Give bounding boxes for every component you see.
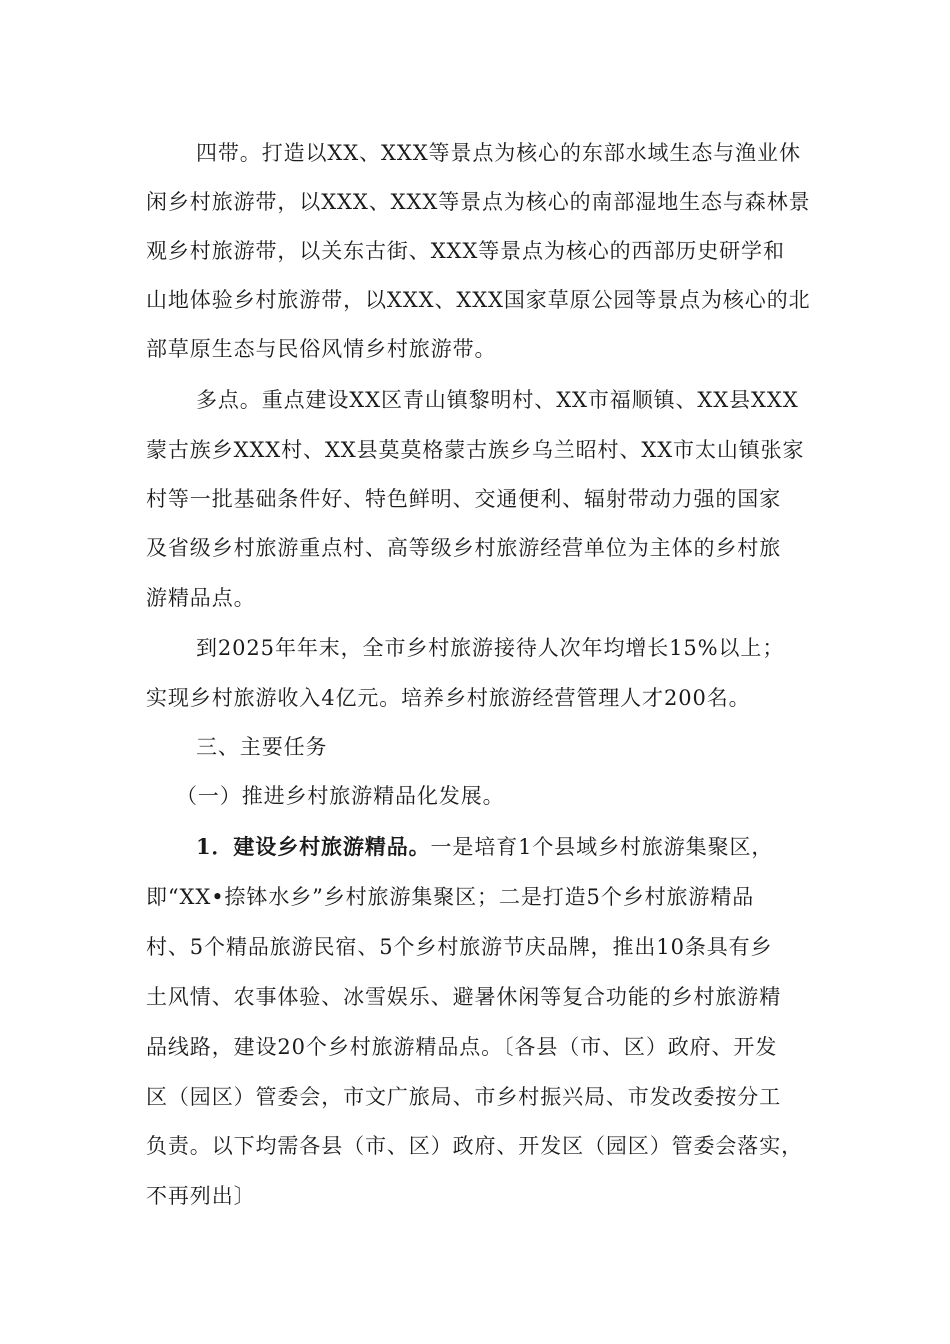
paragraph-1-line-1: 四带。打造以XX、XXX等景点为核心的东部水域生态与渔业休 (196, 141, 801, 165)
subsection-heading: （一）推进乡村旅游精品化发展。 (176, 784, 505, 808)
item-1-line-6: 区（园区）管委会，市文广旅局、市乡村振兴局、市发改委按分工 (146, 1085, 782, 1109)
paragraph-1-line-5: 部草原生态与民俗风情乡村旅游带。 (146, 337, 497, 361)
item-1-line-4: 土风情、农事体验、冰雪娱乐、避暑休闲等复合功能的乡村旅游精 (146, 985, 782, 1009)
item-1-bold-lead: 1．建设乡村旅游精品。 (196, 834, 431, 859)
section-heading: 三、主要任务 (196, 735, 328, 759)
item-1-line-3: 村、5个精品旅游民宿、5个乡村旅游节庆品牌，推出10条具有乡 (146, 935, 773, 959)
paragraph-2-line-1: 多点。重点建设XX区青山镇黎明村、XX市福顺镇、XX县XXX (196, 388, 799, 412)
paragraph-2-line-5: 游精品点。 (146, 586, 256, 610)
paragraph-2-line-2: 蒙古族乡XXX村、XX县莫莫格蒙古族乡乌兰昭村、XX市太山镇张家 (146, 438, 805, 462)
paragraph-3-line-1: 到2025年年末，全市乡村旅游接待人次年均增长15%以上； (196, 636, 785, 660)
paragraph-2-line-3: 村等一批基础条件好、特色鲜明、交通便利、辐射带动力强的国家 (146, 487, 782, 511)
paragraph-1-line-2: 闲乡村旅游带，以XXX、XXX等景点为核心的南部湿地生态与森林景 (146, 190, 811, 214)
paragraph-1-line-4: 山地体验乡村旅游带，以XXX、XXX国家草原公园等景点为核心的北 (146, 288, 811, 312)
item-1-line-5: 品线路，建设20个乡村旅游精品点。〔各县（市、区）政府、开发 (146, 1035, 778, 1059)
item-1-line-8: 不再列出〕 (146, 1184, 256, 1208)
item-1-line-1 (0, 832, 950, 862)
item-1-line-7: 负责。以下均需各县（市、区）政府、开发区（园区）管委会落实， (146, 1134, 803, 1158)
item-1-line-2: 即“XX•捺钵水乡”乡村旅游集聚区；二是打造5个乡村旅游精品 (146, 885, 755, 909)
paragraph-1-line-3: 观乡村旅游带，以关东古街、XXX等景点为核心的西部历史研学和 (146, 239, 785, 263)
paragraph-2-line-4: 及省级乡村旅游重点村、高等级乡村旅游经营单位为主体的乡村旅 (146, 536, 782, 560)
item-1-lead-rest: 一是培育1个县域乡村旅游集聚区， (430, 835, 774, 859)
paragraph-3-line-2: 实现乡村旅游收入4亿元。培养乡村旅游经营管理人才200名。 (146, 686, 751, 710)
